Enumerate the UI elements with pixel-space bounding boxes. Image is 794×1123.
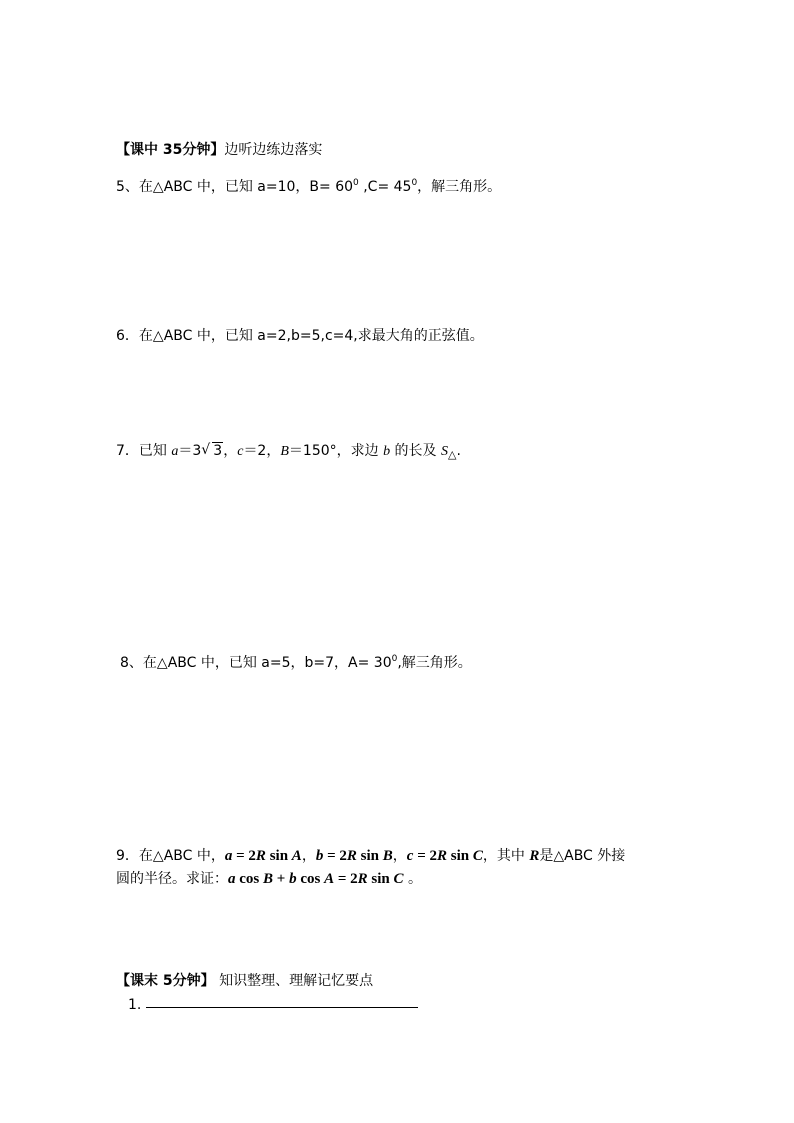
question-text: ， (301, 848, 316, 864)
sqrt-radicand: 3 (213, 443, 223, 459)
question-text: ,C= 45 (358, 179, 412, 195)
section-end-subtitle: 知识整理、理解记忆要点 (214, 973, 374, 989)
question-text: 在△ABC 中，已知 a=2,b=5,c=4,求最大角的正弦值。 (138, 328, 484, 344)
question-number: 6． (116, 328, 139, 344)
math-variable: b (383, 444, 391, 459)
formula-a: a = 2R sin A (224, 848, 302, 864)
math-variable: a (171, 444, 179, 459)
question-text: ，其中 (482, 848, 530, 864)
question-text: 是△ABC 外接 (539, 848, 626, 864)
question-text: ，求边 (336, 443, 384, 459)
question-text: ＝2， (243, 443, 281, 459)
question-text: 在△ABC 中，已知 a=10，B= 60 (138, 179, 354, 195)
degree-superscript: 0 (353, 178, 359, 188)
formula-c: c = 2R sin C (406, 848, 483, 864)
question-text: ， (392, 848, 407, 864)
question-9-line-2 (116, 869, 422, 889)
question-9-line-1 (116, 846, 625, 866)
question-text: ，解三角形。 (417, 179, 502, 195)
section-mid-heading (116, 140, 322, 160)
formula-b: b = 2R sin B (315, 848, 393, 864)
question-text: 已知 (138, 443, 172, 459)
degree-superscript: 0 (391, 654, 398, 664)
question-text: ， (223, 443, 238, 459)
answer-blank-line[interactable] (146, 1007, 418, 1008)
answer-item-1-label: 1. (128, 997, 142, 1013)
question-text: 的长及 (390, 443, 442, 459)
math-variable: R (529, 848, 540, 864)
question-text: 在△ABC 中， (138, 848, 225, 864)
question-text: 圆的半径。求证： (116, 871, 228, 887)
question-6 (116, 326, 484, 346)
sqrt-symbol (201, 441, 223, 461)
question-5 (116, 173, 501, 197)
degree-superscript: 0 (411, 178, 418, 188)
question-text: ＝3 (178, 443, 202, 459)
question-text: ＝150° (288, 443, 337, 459)
section-end-heading (116, 971, 373, 991)
question-text: ,解三角形。 (397, 655, 472, 671)
question-number: 7． (116, 443, 139, 459)
question-number: 8、 (120, 655, 143, 671)
triangle-subscript: △ (448, 448, 457, 461)
math-variable: c (237, 444, 244, 459)
question-text: . (456, 443, 461, 459)
section-mid-subtitle: 边听边练边落实 (224, 142, 323, 158)
question-text: 。 (403, 871, 422, 887)
section-mid-title: 【课中 35分钟】 (116, 142, 225, 158)
question-text: 在△ABC 中，已知 a=5，b=7，A= 30 (142, 655, 392, 671)
math-variable: B (280, 444, 289, 459)
section-end-title: 【课末 5分钟】 (116, 973, 215, 989)
question-7 (116, 441, 461, 465)
proof-formula: a cos B + b cos A = 2R sin C (228, 871, 404, 887)
question-number: 5、 (116, 179, 139, 195)
question-8 (120, 649, 472, 673)
math-variable: S (441, 444, 449, 459)
question-number: 9． (116, 848, 139, 864)
